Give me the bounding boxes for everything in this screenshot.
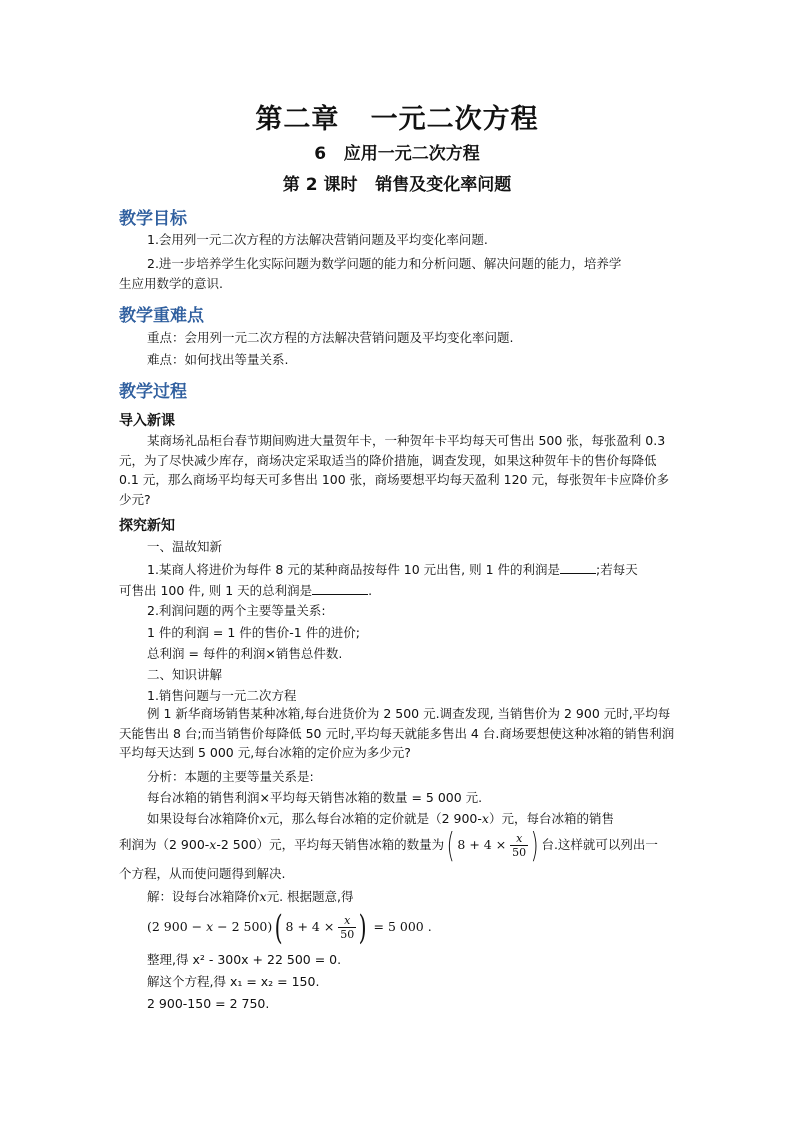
left-paren: ( — [274, 907, 283, 948]
lecture-subtitle: 1.销售问题与一元二次方程 — [147, 688, 297, 703]
profit-text-c: 台.这样就可以列出一 — [541, 837, 658, 852]
keypoints-heading: 教学重难点 — [119, 306, 204, 326]
intro-heading: 导入新课 — [119, 413, 175, 429]
profit-text-b: -2 500）元，平均每天销售冰箱的数量为 — [216, 837, 445, 852]
profit-relation-1: 1 件的利润 = 1 件的售价-1 件的进价; — [147, 625, 360, 640]
goal-item-2-line2: 生应用数学的意识. — [119, 276, 223, 291]
goals-heading: 教学目标 — [119, 209, 187, 229]
fraction-x-over-50 — [338, 914, 356, 941]
chapter-title: 第二章 一元二次方程 — [255, 104, 539, 135]
solution-text-b: 元. 根据题意,得 — [266, 889, 354, 904]
goal-item-2-line1: 2.进一步培养学生化实际问题为数学问题的能力和分析问题、解决问题的能力，培养学 — [147, 256, 622, 271]
lesson-title: 第 2 课时 销售及变化率问题 — [282, 175, 512, 195]
simplify-line: 整理,得 x² - 300x + 22 500 = 0. — [147, 952, 342, 967]
profit-line-2: 个方程，从而使问题得到解决. — [119, 866, 286, 881]
process-heading: 教学过程 — [119, 382, 187, 402]
solution-text-a: 解：设每台冰箱降价 — [147, 889, 260, 904]
goal-item-1: 1.会用列一元二次方程的方法解决营销问题及平均变化率问题. — [147, 232, 488, 247]
variable-x: x — [206, 919, 214, 934]
fraction-numerator: x — [338, 914, 356, 928]
review-title: 一、温故知新 — [147, 539, 223, 554]
difficult-point: 难点：如何找出等量关系. — [147, 352, 289, 367]
analysis-text: 分析：本题的主要等量关系是: — [147, 769, 314, 784]
variable-x: x — [259, 889, 267, 904]
section-title: 6 应用一元二次方程 — [314, 144, 480, 164]
equation-right: = 5 000 . — [369, 919, 432, 934]
variable-x: x — [259, 811, 267, 826]
review-question-1-line2 — [119, 582, 372, 599]
price-line: 2 900-150 = 2 750. — [147, 996, 270, 1011]
right-paren: ) — [530, 825, 539, 866]
left-paren: ( — [446, 825, 455, 866]
fraction-denominator: 50 — [512, 846, 527, 859]
review-q1-text-d: . — [368, 583, 373, 598]
key-point: 重点：会用列一元二次方程的方法解决营销问题及平均变化率问题. — [147, 330, 514, 345]
review-q1-text-b: ;若每天 — [596, 562, 638, 577]
equation-mid: − 2 500) — [213, 919, 273, 934]
solve-line: 解这个方程,得 x₁ = x₂ = 150. — [147, 974, 320, 989]
equation-quantity: 8 + 4 × — [285, 919, 339, 934]
solution-line — [147, 889, 354, 905]
variable-x: x — [209, 837, 217, 852]
profit-text-a: 利润为（2 900- — [119, 837, 210, 852]
intro-paragraph: 某商场礼品柜台春节期间购进大量贺年卡，一种贺年卡平均每天可售出 500 张，每张盈利 0.3 元，为了尽快减少库存，商场决定采取适当的降价措施，调查发现，如果这种贺年卡的售价每降低 0.1 元，那么商场平均每天可多售出 100 张，商场要想平均每天盈利 120 元，每张贺年卡应降价多少元? — [119, 433, 669, 507]
profit-relation-2: 总利润 = 每件的利润×销售总件数. — [147, 646, 343, 661]
answer-blank-1 — [560, 561, 596, 574]
review-question-2: 2.利润问题的两个主要等量关系: — [147, 603, 326, 618]
right-paren: ) — [358, 907, 367, 948]
fraction-numerator: x — [510, 832, 528, 846]
assume-text-b: 元，那么每台冰箱的定价就是（2 900- — [266, 811, 482, 826]
assume-text-c: ）元，每台冰箱的销售 — [488, 811, 614, 826]
example-1: 例 1 新华商场销售某种冰箱,每台进货价为 2 500 元.调查发现, 当销售价为 2 900 元时,平均每天能售出 8 台;而当销售价每降低 50 元时,平均每天就能多售出 4 台.商场要想使这种冰箱的销售利润平均每天达到 5 000 元,每台冰箱的定价应为多少元? — [119, 706, 675, 760]
assume-line — [147, 811, 614, 827]
equation — [147, 907, 432, 948]
fraction-denominator: 50 — [340, 928, 355, 941]
review-q1-text-c: 可售出 100 件, 则 1 天的总利润是 — [119, 583, 313, 598]
quantity-expression: 8 + 4 × — [457, 837, 511, 852]
profit-line — [119, 825, 658, 866]
explore-heading: 探究新知 — [119, 518, 175, 534]
review-question-1-line1 — [147, 561, 638, 578]
answer-blank-2 — [312, 582, 368, 595]
variable-x: x — [481, 811, 489, 826]
fraction-x-over-50 — [510, 832, 528, 859]
review-q1-text-a: 1.某商人将进价为每件 8 元的某种商品按每件 10 元出售, 则 1 件的利润是 — [147, 562, 561, 577]
assume-text-a: 如果设每台冰箱降价 — [147, 811, 260, 826]
analysis-relation: 每台冰箱的销售利润×平均每天销售冰箱的数量 = 5 000 元. — [147, 790, 483, 805]
equation-left: (2 900 − — [147, 919, 207, 934]
lecture-title: 二、知识讲解 — [147, 667, 223, 682]
